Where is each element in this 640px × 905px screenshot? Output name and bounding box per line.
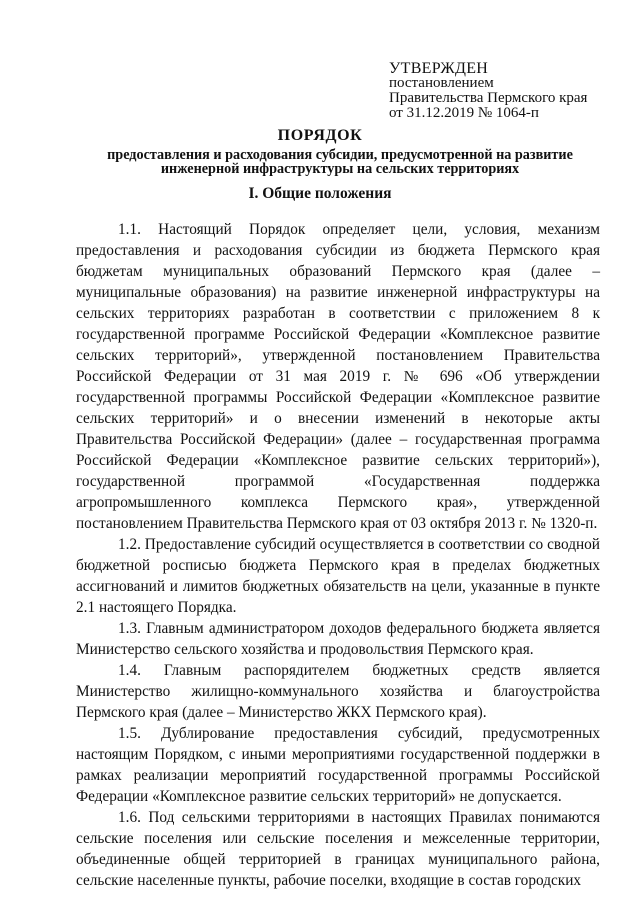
paragraph: 1.1. Настоящий Порядок определяет цели, условия, механизм предоставления и расходования субсидии из бюджета Пермского края бюджетам муниципальных образований Пермского края (далее – муниципальные образования) на развитие инженерной инфраструктуры на сельских территориях разработан в соответствии с приложением 8 к государственной программе Российской Федерации «Комплексное развитие сельских территорий», утвержденной постановлением Правительства Российской Федерации от 31 мая 2019 г. № 696 «Об утверждении государственной программы Российской Федерации «Комплексное развитие сельских территорий» и о внесении изменений в некоторые акты Правительства Российской Федерации» (далее – государственная программа Российской Федерации «Комплексное развитие сельских территорий»), государственной программой «Государственная поддержка агропромышленного комплекса Пермского края», утвержденной постановлением Правительства Пермского края от 03 октября 2013 г. № 1320-п. xyxy=(76,221,600,532)
subtitle-line: инженерной инфраструктуры на сельских территориях xyxy=(160,161,520,177)
section-heading: I. Общие положения xyxy=(248,185,392,202)
approval-line: Правительства Пермского края xyxy=(389,90,588,106)
paragraph: 1.3. Главным администратором доходов федерального бюджета является Министерство сельского хозяйства и продовольствия Пермского края. xyxy=(76,620,600,658)
paragraph: 1.2. Предоставление субсидий осуществляется в соответствии со сводной бюджетной росписью бюджета Пермского края в пределах бюджетных ассигнований и лимитов бюджетных обязательств на цели, указанные в пункте 2.1 настоящего Порядка. xyxy=(76,536,600,616)
document-title: ПОРЯДОК xyxy=(277,127,363,144)
paragraph: 1.6. Под сельскими территориями в настоящих Правилах понимаются сельские поселения или сельские поселения и межселенные территории, объединенные общей территорией в границах муниципального района, сельские населенные пункты, рабочие поселки, входящие в состав городских xyxy=(76,809,600,889)
approval-line: постановлением xyxy=(389,75,494,91)
approval-title: УТВЕРЖДЕН xyxy=(389,60,489,77)
paragraph: 1.4. Главным распорядителем бюджетных средств является Министерство жилищно-коммунального хозяйства и благоустройства Пермского края (далее – Министерство ЖКХ Пермского края). xyxy=(76,662,600,721)
document-subtitle xyxy=(40,148,640,176)
subtitle-line: предоставления и расходования субсидии, предусмотренной на развитие xyxy=(107,147,573,163)
document-body xyxy=(76,219,600,891)
approval-stamp xyxy=(389,61,619,121)
paragraph: 1.5. Дублирование предоставления субсидий, предусмотренных настоящим Порядком, с иными мероприятиями государственной поддержки в рамках реализации мероприятий государственной программы Российской Федерации «Комплексное развитие сельских территорий» не допускается. xyxy=(76,725,600,805)
approval-line: от 31.12.2019 № 1064-п xyxy=(389,105,539,121)
